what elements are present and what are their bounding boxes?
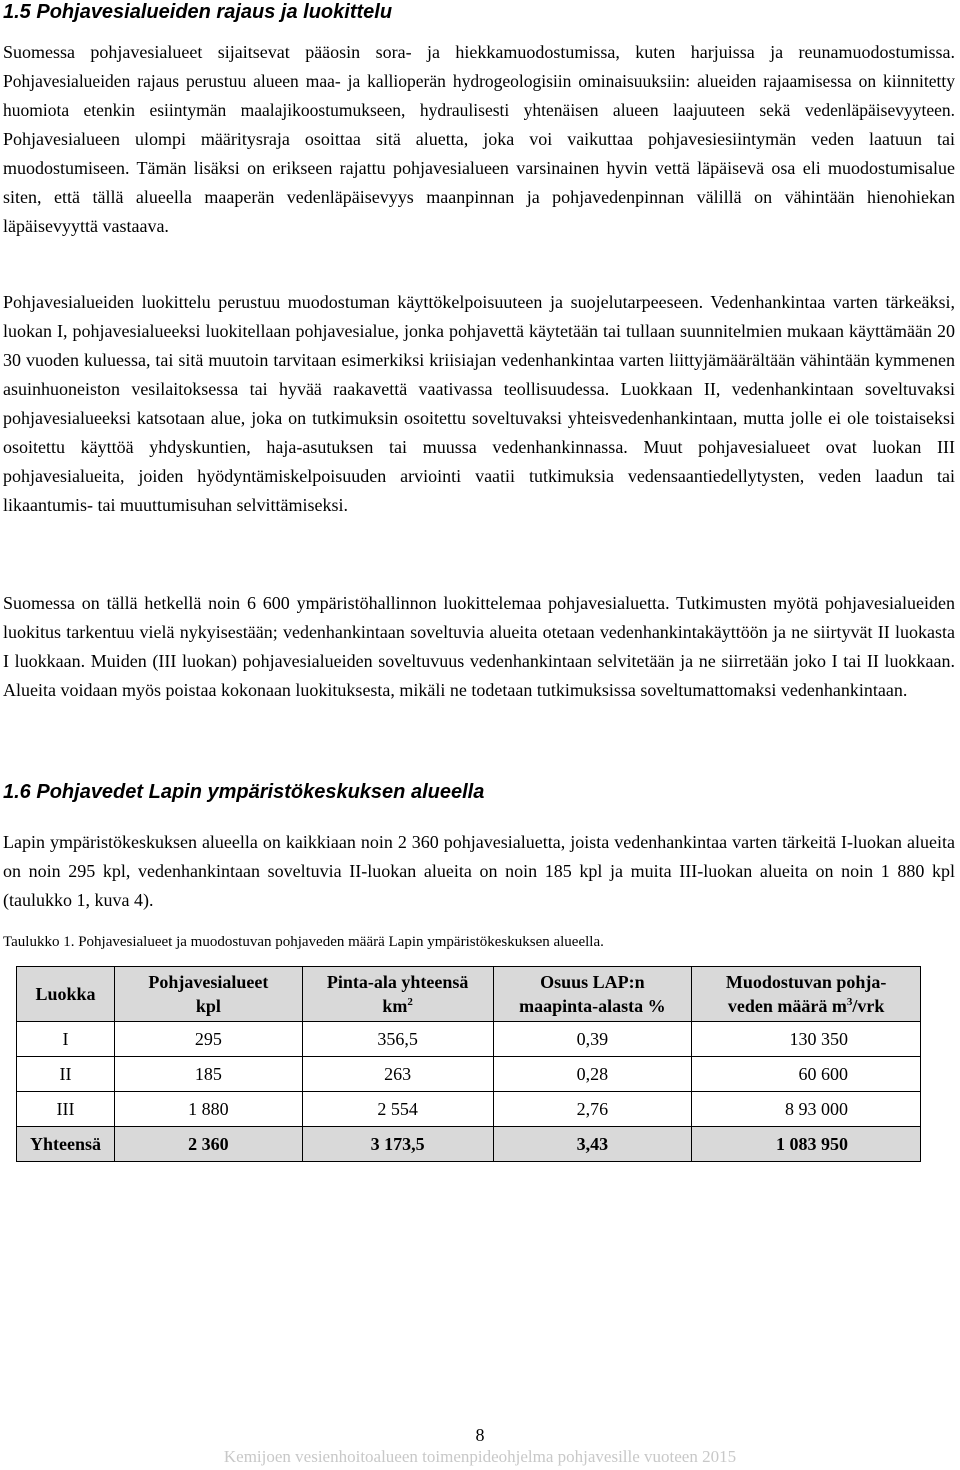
- table-cell: 2,76: [493, 1092, 692, 1127]
- table-cell: 263: [302, 1057, 493, 1092]
- table-row: [17, 1022, 921, 1057]
- page-footer: Kemijoen vesienhoitoalueen toimenpideohjelma pohjavesille vuoteen 2015: [223, 1447, 737, 1466]
- table-cell: Yhteensä: [17, 1127, 115, 1162]
- paragraph-rajaus: [3, 38, 955, 241]
- header-maara: Muodostuvan pohja- veden määrä $m^3$/vrk: [692, 967, 921, 1022]
- table-cell: 60 600: [692, 1057, 921, 1092]
- paragraph-lappi: Lapin ympäristökeskuksen alueella on kaikkiaan noin 2 360 pohjavesialuetta, joista vedenhankintaa varten tärkeitä I-luokan alueita on noin 295 kpl, vedenhankintaan soveltuvia II-luokan alueita on noin 185 kpl ja muita III-luokan alueita on noin 1 880 kpl (taulukko 1, kuva 4).: [3, 832, 955, 910]
- table-row: [17, 1092, 921, 1127]
- table-cell: 356,5: [302, 1022, 493, 1057]
- table-cell: 185: [114, 1057, 302, 1092]
- table-cell: 1 083 950: [692, 1127, 921, 1162]
- table-cell: 3,43: [493, 1127, 692, 1162]
- table-row: [17, 1057, 921, 1092]
- data-table: [16, 966, 921, 1162]
- table-cell: 3 173,5: [302, 1127, 493, 1162]
- table-cell: 0,39: [493, 1022, 692, 1057]
- header-osuus: Osuus LAP:n maapinta-alasta %: [493, 967, 692, 1022]
- table-cell: III: [17, 1092, 115, 1127]
- table-cell: 8 93 000: [692, 1092, 921, 1127]
- paragraph-luokittelu: Pohjavesialueiden luokittelu perustuu muodostuman käyttökelpoisuuteen ja suojelutarpeeseen. Vedenhankintaa varten tärkeäksi, luokan I, pohjavesialueeksi luokitellaan pohjavesialue, jonka pohjavettä käytetään tai tullaan suunnitelmien mukaan käyttämään 20 30 vuoden kuluessa, tai sitä muutoin tarvitaan esimerkiksi kriisiajan vedenhankintaa varten liittyjämäärältään vähintään kymmenen asuinhuoneiston vesilaitoksessa tai hyvää raakavettä vaativassa teollisuudessa. Luokkaan II, vedenhankintaan soveltuvaksi pohjavesialueeksi katsotaan alue, joka on tutkimuksin osoitettu soveltuvaksi yhteisvedenhankintaan, mutta jolle ei ole toistaiseksi osoitettu käyttöä yhdyskuntien, haja-asutuksen tai muussa vedenhankinnassa. Muut pohjavesialueet ovat luokan III pohjavesialueita, joiden hyödyntämiskelpoisuuden arviointi vaatii tutkimuksia vedensaantiedellytysten, veden laadun tai likaantumis- tai muuttumisuhan selvittämiseksi.: [3, 292, 955, 515]
- table-cell: 1 880: [114, 1092, 302, 1127]
- table-cell: II: [17, 1057, 115, 1092]
- table-header-row: [17, 967, 921, 1022]
- table-total-row: [17, 1127, 921, 1162]
- header-pohjavesialueet: Pohjavesialueet kpl: [114, 967, 302, 1022]
- table-caption: Taulukko 1. Pohjavesialueet ja muodostuvan pohjaveden määrä Lapin ympäristökeskuksen alueella.: [3, 934, 604, 950]
- paragraph-text: Pohjavesialueiden rajaus perustuu alueen maa- ja kallioperän hydrogeologisiin ominaisuuksiin: alueiden rajaamisessa on kiinnitetty huomiota etenkin esiintymän maalajikoostumukseen, hydraulisesti yhtenäisen alueen laajuuteen sekä vedenläpäisevyyteen.: [3, 71, 955, 120]
- table-cell: 295: [114, 1022, 302, 1057]
- table-cell: 130 350: [692, 1022, 921, 1057]
- paragraph-text: Pohjavesialueen ulompi määritysraja osoittaa sitä aluetta, joka voi vaikuttaa pohjavesiesiintymän veden laatuun tai muodostumiseen. Tämän lisäksi on erikseen rajattu pohjavesialueen varsinainen hyvin vettä läpäisevä osa eli muodostumisalue siten, että tällä alueella maaperän vedenläpäisevyys maanpinnan ja pohjavedenpinnan välillä on vähintään hienohiekan läpäisevyyttä vastaava.: [3, 129, 955, 236]
- table-cell: 0,28: [493, 1057, 692, 1092]
- section-heading-1-5: 1.5 Pohjavesialueiden rajaus ja luokittelu: [3, 1, 393, 23]
- table-cell: I: [17, 1022, 115, 1057]
- paragraph-tilanne: Suomessa on tällä hetkellä noin 6 600 ympäristöhallinnon luokittelemaa pohjavesialuetta. Tutkimusten myötä pohjavesialueiden luokitus tarkentuu vielä nykyisestään; vedenhankintaan soveltuvia alueita otetaan vedenhankintakäyttöön ja ne siirtyvät II luokasta I luokkaan. Muiden (III luokan) pohjavesialueiden soveltuvuus vedenhankintaan selvitetään ja ne siirretään joko I tai II luokkaan. Alueita voidaan myös poistaa kokonaan luokituksesta, mikäli ne todetaan tutkimuksissa soveltumattomaksi vedenhankintaan.: [3, 593, 955, 700]
- paragraph-text: Suomessa pohjavesialueet sijaitsevat pääosin sora- ja hiekkamuodostumissa, kuten harjuissa ja reunamuodostumissa.: [3, 42, 955, 62]
- table-cell: 2 554: [302, 1092, 493, 1127]
- page-number: 8: [475, 1425, 485, 1445]
- table-cell: 2 360: [114, 1127, 302, 1162]
- header-pinta-ala: Pinta-ala yhteensä $km^2$: [302, 967, 493, 1022]
- section-heading-1-6: 1.6 Pohjavedet Lapin ympäristökeskuksen alueella: [3, 781, 485, 803]
- header-luokka: Luokka: [17, 967, 115, 1022]
